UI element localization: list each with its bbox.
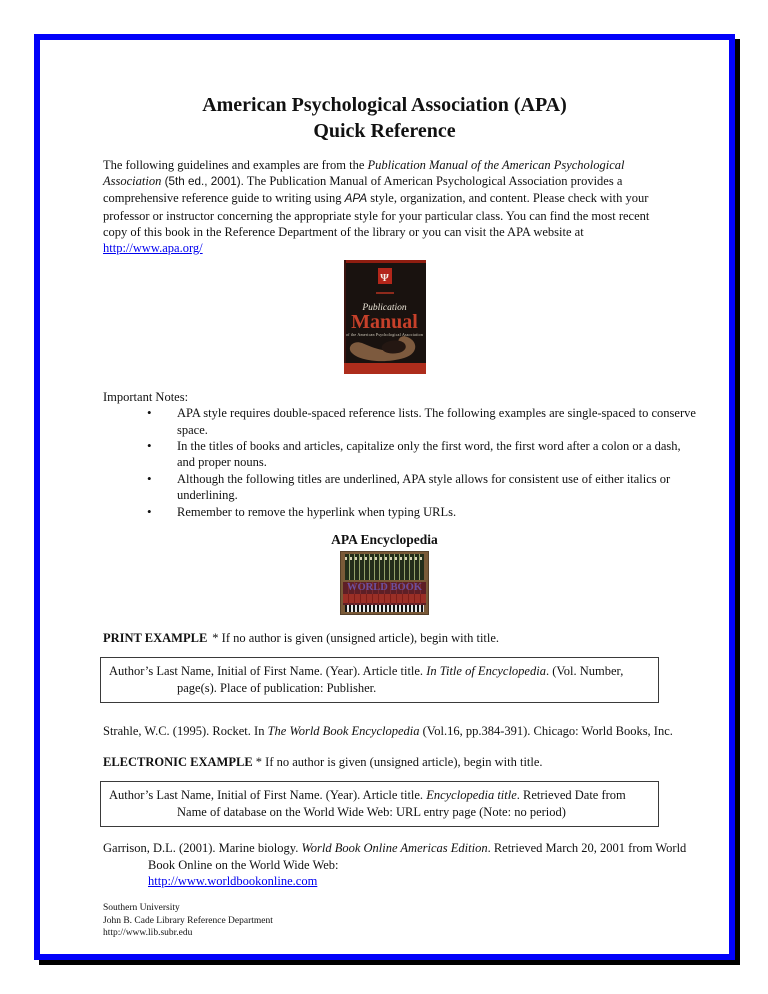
intro-paragraph: [103, 157, 669, 256]
print-citation-format: Author’s Last Name, Initial of First Name. (Year). Article title. In Title of Encyclopedia. (Vol. Number, page(s). Place of publication: Publisher.: [109, 664, 624, 695]
book-bottom-strip: [344, 363, 426, 374]
book-title-publication: Publication: [362, 303, 407, 314]
note-item: • In the titles of books and articles, capitalize only the first word, the first word after a colon or a dash, and proper nouns.: [103, 438, 701, 471]
footer-department: John B. Cade Library Reference Department: [103, 915, 273, 926]
intro-text3: style, organization, and content. Please check with your professor or instructor concerning the appropriate style for your particular class. You can find the most recent copy of this book in the Reference Department of the library or you can visit the APA website at: [103, 191, 650, 239]
footer-url: http://www.lib.subr.edu: [103, 928, 193, 939]
note-item: • APA style requires double-spaced reference lists. The following examples are single-spaced to conserve space.: [103, 405, 701, 438]
electronic-example-line: [103, 754, 689, 770]
print-example-line: [103, 630, 689, 646]
worldbookonline-link[interactable]: http://www.worldbookonline.com: [148, 873, 318, 888]
intro-manual-title: Publication Manual of the American Psychological Association: [103, 158, 625, 189]
book-title-manual: Manual: [351, 311, 418, 334]
page-title: [40, 92, 729, 144]
encyclopedia-middle-shelf: [343, 582, 426, 605]
electronic-example-label: ELECTRONIC EXAMPLE: [103, 755, 253, 770]
page-title-line1: American Psychological Association (APA): [202, 94, 567, 116]
print-citation-format-box: [100, 657, 659, 703]
world-book-encyclopedia-image: [340, 551, 429, 615]
electronic-example-note: * If no author is given (unsigned article), begin with title.: [255, 755, 543, 770]
intro-text2: The Publication Manual of American Psychological Association provides a comprehensive reference guide to writing using: [103, 174, 623, 206]
note-item: • Remember to remove the hyperlink when typing URLs.: [103, 504, 701, 520]
important-notes-list: [103, 405, 701, 520]
encyclopedia-bottom-shelf: [345, 605, 424, 612]
electronic-citation-format-box: [100, 781, 659, 827]
intro-apa: APA: [344, 192, 368, 206]
electronic-citation-example: Garrison, D.L. (2001). Marine biology. World Book Online Americas Edition. Retrieved March 20, 2001 from World Book Online on the World Wide Web: http://www.worldbookonline.com: [103, 841, 687, 888]
document-page: [34, 34, 735, 960]
book-swirl-ornament: [346, 333, 424, 363]
electronic-citation-format: Author’s Last Name, Initial of First Name. (Year). Article title. Encyclopedia title. Retrieved Date from Name of database on the World Wide Web: URL entry page (Note: no period): [109, 788, 626, 819]
print-example-label: PRINT EXAMPLE: [103, 631, 208, 646]
page-footer: [103, 902, 729, 940]
encyclopedia-top-shelf: [345, 554, 424, 580]
page-title-line2: Quick Reference: [313, 120, 456, 142]
intro-text: The following guidelines and examples are from the: [103, 158, 368, 172]
print-example-note: * If no author is given (unsigned article), begin with title.: [212, 631, 500, 646]
apa-encyclopedia-heading: APA Encyclopedia: [331, 532, 438, 548]
publication-manual-image: [344, 260, 426, 374]
apa-website-link[interactable]: http://www.apa.org/: [103, 241, 203, 256]
important-notes-label: Important Notes:: [103, 390, 189, 405]
book-top-strip: [344, 260, 426, 263]
footer-university: Southern University: [103, 903, 180, 914]
print-citation-example: Strahle, W.C. (1995). Rocket. In The World Book Encyclopedia (Vol.16, pp.384-391). Chicago: World Books, Inc.: [103, 724, 673, 739]
intro-edition: (5th ed., 2001).: [161, 175, 244, 189]
document-content: [40, 40, 729, 954]
apa-logo-icon: Ψ: [378, 268, 392, 284]
note-item: • Although the following titles are underlined, APA style allows for consistent use of either italics or underlining.: [103, 471, 701, 504]
book-subtitle: of the American Psychological Association: [345, 332, 424, 338]
world-book-spine-text: WORLD BOOK: [347, 582, 422, 594]
book-edition-mark: [376, 292, 394, 294]
